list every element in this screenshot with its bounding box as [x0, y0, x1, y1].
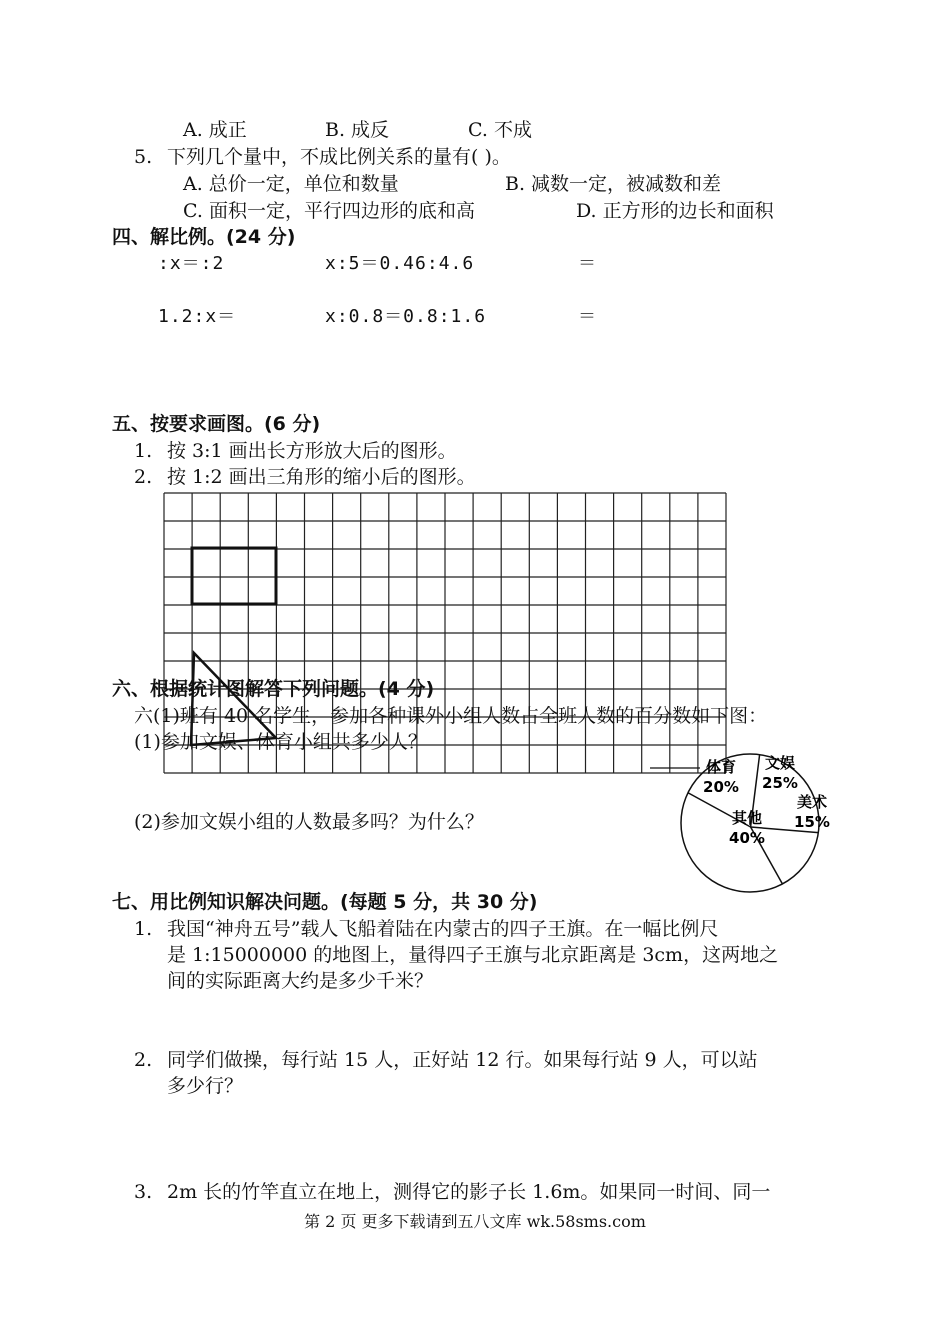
q5-option-b: B. 减数一定，被减数和差	[505, 173, 722, 195]
proportion-1: :x＝:2	[158, 253, 225, 274]
proportion-3: ＝	[578, 253, 597, 274]
slice-value-meishu: 15%	[794, 813, 830, 831]
problem1-line3: 间的实际距离大约是多少千米？	[167, 970, 434, 992]
proportion-6: ＝	[578, 306, 597, 327]
section5-title: 五、按要求画图。(6 分)	[112, 413, 321, 435]
q5-number: 5.	[134, 146, 153, 168]
problem3-number: 3.	[134, 1181, 153, 1203]
q4-option-c: C. 不成	[468, 119, 532, 141]
slice-label-qita: 其他	[731, 809, 763, 827]
q5-option-d: D. 正方形的边长和面积	[576, 200, 774, 222]
proportion-5: x:0.8＝0.8:1.6	[325, 306, 487, 327]
proportion-2: x:5＝0.46:4.6	[325, 253, 475, 274]
problem1-number: 1.	[134, 918, 153, 940]
section6-question-1: (1)参加文娱、体育小组共多少人？	[134, 731, 427, 753]
section5-item1: 按 3:1 画出长方形放大后的图形。	[167, 440, 457, 462]
problem2-line1: 同学们做操，每行站 15 人，正好站 12 行。如果每行站 9 人，可以站	[167, 1049, 758, 1071]
problem3-line1: 2m 长的竹竿直立在地上，测得它的影子长 1.6m。如果同一时间、同一	[167, 1181, 771, 1203]
q5-option-c: C. 面积一定，平行四边形的底和高	[183, 200, 475, 222]
rectangle-shape	[192, 548, 276, 604]
slice-label-tiyu: 体育	[705, 758, 737, 776]
q4-option-a: A. 成正	[183, 119, 247, 141]
section6-intro: 六(1)班有 40 名学生，参加各种课外小组人数占全班人数的百分数如下图：	[134, 705, 768, 727]
problem2-line2: 多少行？	[167, 1075, 244, 1097]
section5-item2: 按 1:2 画出三角形的缩小后的图形。	[167, 466, 476, 488]
page-footer: 第 2 页 更多下载请到五八文库 wk.58sms.com	[304, 1212, 646, 1231]
section5-item2-number: 2.	[134, 466, 153, 488]
pie-chart	[650, 745, 850, 903]
section4-title: 四、解比例。(24 分)	[112, 226, 296, 248]
q5-question: 下列几个量中，不成比例关系的量有( )。	[167, 146, 511, 168]
section5-item1-number: 1.	[134, 440, 153, 462]
problem1-line1: 我国“神舟五号”载人飞船着陆在内蒙古的四子王旗。在一幅比例尺	[167, 918, 719, 940]
q5-option-a: A. 总价一定，单位和数量	[183, 173, 399, 195]
slice-value-tiyu: 20%	[703, 778, 739, 796]
proportion-4: 1.2:x＝	[158, 306, 237, 327]
section7-title: 七、用比例知识解决问题。(每题 5 分，共 30 分)	[112, 891, 538, 913]
slice-label-meishu: 美术	[796, 793, 828, 811]
slice-value-wenyu: 25%	[762, 774, 798, 792]
section6-title: 六、根据统计图解答下列问题。(4 分)	[112, 678, 435, 700]
problem1-line2: 是 1:15000000 的地图上，量得四子王旗与北京距离是 3cm，这两地之	[167, 944, 779, 966]
slice-label-wenyu: 文娱	[764, 754, 796, 772]
section6-question-2: (2)参加文娱小组的人数最多吗？为什么？	[134, 811, 484, 833]
problem2-number: 2.	[134, 1049, 153, 1071]
q4-option-b: B. 成反	[325, 119, 390, 141]
slice-value-qita: 40%	[729, 829, 765, 847]
